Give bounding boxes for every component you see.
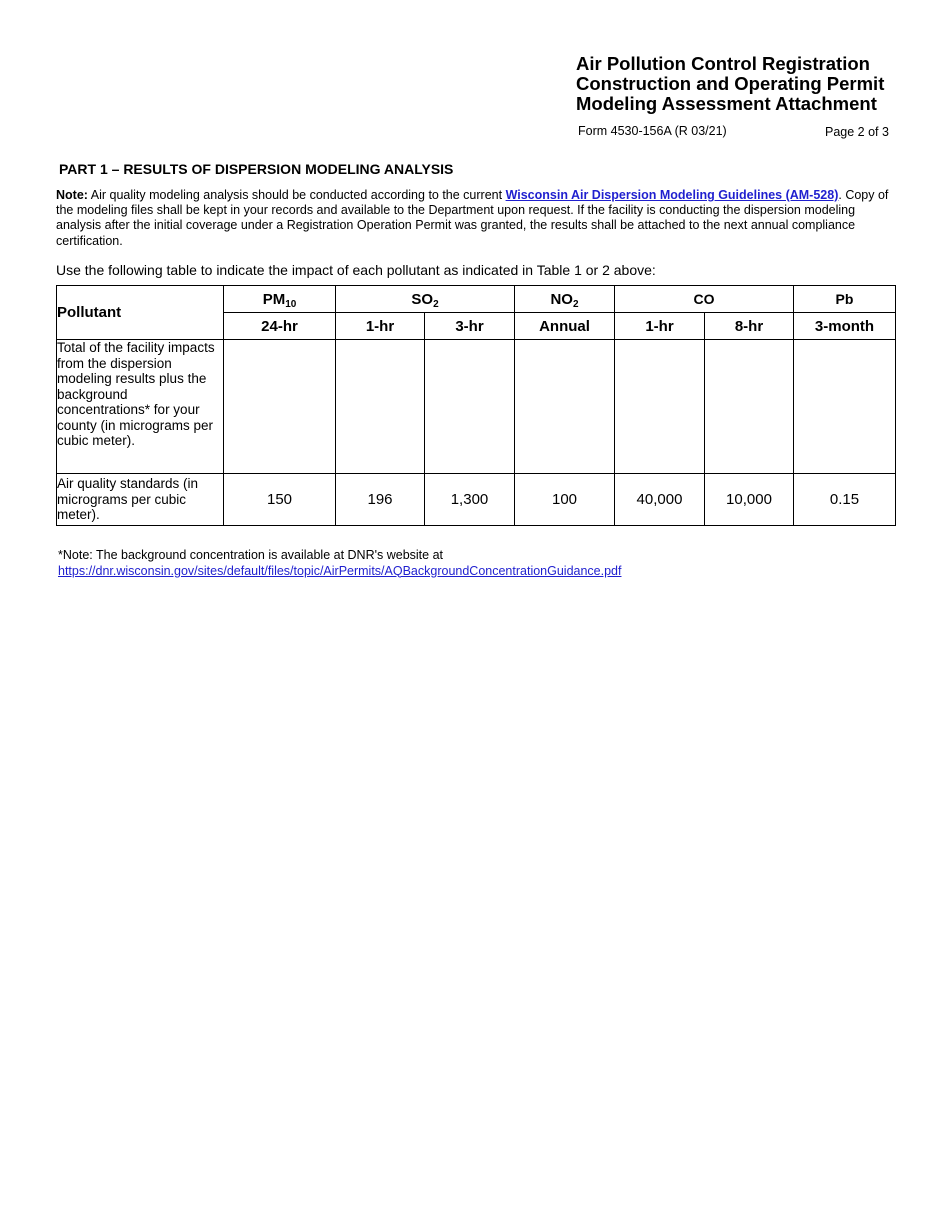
period-header: 3-month (794, 313, 896, 340)
note-paragraph (56, 188, 901, 249)
page-number: Page 2 of 3 (825, 125, 889, 139)
period-header: 24-hr (224, 313, 336, 340)
impact-input-so2-3hr[interactable] (425, 340, 515, 474)
pollutant-co-header: CO (615, 286, 794, 313)
impact-input-pm10-24hr[interactable] (224, 340, 336, 474)
background-concentration-footnote (58, 548, 621, 579)
period-header: 1-hr (336, 313, 425, 340)
table-row (57, 474, 896, 526)
footnote-text: *Note: The background concentration is available at DNR's website at (58, 548, 444, 562)
period-header: 1-hr (615, 313, 705, 340)
period-header: 3-hr (425, 313, 515, 340)
standard-value: 0.15 (794, 474, 896, 526)
period-header: Annual (515, 313, 615, 340)
standard-value: 40,000 (615, 474, 705, 526)
impact-input-co-1hr[interactable] (615, 340, 705, 474)
background-concentration-link[interactable]: https://dnr.wisconsin.gov/sites/default/files/topic/AirPermits/AQBackgroundConcentrationGuidance.pdf (58, 563, 622, 578)
title-line-3: Modeling Assessment Attachment (576, 93, 877, 114)
period-header: 8-hr (705, 313, 794, 340)
table-instruction: Use the following table to indicate the impact of each pollutant as indicated in Table 1 or 2 above: (56, 262, 656, 278)
impact-input-co-8hr[interactable] (705, 340, 794, 474)
pollutant-pm10-header: $PM_{10}$ (224, 286, 336, 313)
note-text-before-link: Air quality modeling analysis should be conducted according to the current (87, 188, 506, 202)
title-line-1: Air Pollution Control Registration (576, 53, 870, 74)
pollutant-impact-table (56, 285, 896, 526)
standard-value: 10,000 (705, 474, 794, 526)
form-number: Form 4530-156A (R 03/21) (578, 124, 727, 138)
facility-impact-row-label: Total of the facility impacts from the dispersion modeling results plus the background concentrations* for your county (in micrograms per cubic meter). (57, 340, 224, 474)
table-header-row (57, 286, 896, 313)
modeling-guidelines-link[interactable]: Wisconsin Air Dispersion Modeling Guidelines (AM-528) (505, 188, 839, 202)
pollutant-pb-header: Pb (794, 286, 896, 313)
standard-value: 1,300 (425, 474, 515, 526)
standard-value: 100 (515, 474, 615, 526)
impact-input-no2-annual[interactable] (515, 340, 615, 474)
pollutant-header: Pollutant (57, 286, 224, 340)
note-label: Note: (56, 188, 88, 202)
standards-row-label: Air quality standards (in micrograms per cubic meter). (57, 474, 224, 526)
title-line-2: Construction and Operating Permit (576, 73, 885, 94)
impact-input-so2-1hr[interactable] (336, 340, 425, 474)
table-row (57, 340, 896, 474)
standard-value: 150 (224, 474, 336, 526)
note-text-after-link: . Copy of the modeling files shall be kept in your records and available to the Department upon request. If the facility is conducting the dispersion modeling analysis after the initial coverage under a Registration Operation Permit was granted, the results shall be attached to the next annual compliance certification. (56, 188, 889, 248)
part-1-heading: PART 1 – RESULTS OF DISPERSION MODELING ANALYSIS (59, 161, 454, 177)
pollutant-no2-header: $NO_2$ (515, 286, 615, 313)
standard-value: 196 (336, 474, 425, 526)
impact-input-pb-3month[interactable] (794, 340, 896, 474)
pollutant-so2-header: $SO_2$ (336, 286, 515, 313)
form-title (576, 54, 916, 114)
